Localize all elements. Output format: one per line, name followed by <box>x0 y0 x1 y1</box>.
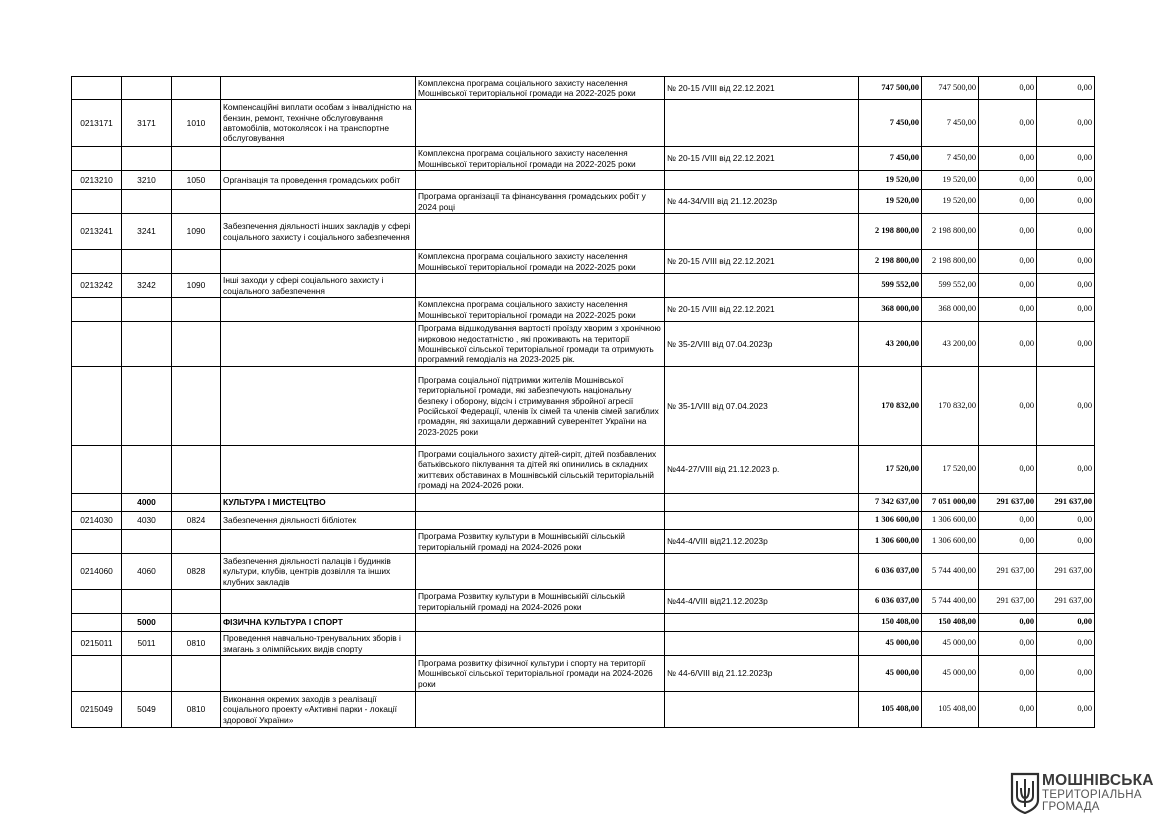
table-row <box>72 692 1095 728</box>
development-budget-cell: 291 637,00 <box>1037 554 1095 590</box>
kpkv-cell: 0213241 <box>72 214 122 250</box>
name-cell <box>221 250 416 274</box>
decision-cell: № 35-1/VIII від 07.04.2023 <box>665 367 859 446</box>
kfk-cell <box>122 530 172 554</box>
table-row <box>72 171 1095 190</box>
program-cell: Програма розвитку фізичної культури і спорту на території Мошнівської сільської територіальної громади на 2024-2026 роки <box>416 656 665 692</box>
total-cell: 368 000,00 <box>859 298 922 322</box>
kfk-cell <box>122 322 172 367</box>
kpkv-cell <box>72 656 122 692</box>
decision-cell <box>665 692 859 728</box>
special-fund-cell: 0,00 <box>979 367 1037 446</box>
total-cell: 1 306 600,00 <box>859 512 922 530</box>
total-cell: 6 036 037,00 <box>859 590 922 614</box>
program-cell: Комплексна програма соціального захисту населення Мошнівської територіальної громади на 2022-2025 роки <box>416 250 665 274</box>
general-fund-cell: 599 552,00 <box>922 274 979 298</box>
special-fund-cell: 0,00 <box>979 512 1037 530</box>
table-body <box>72 77 1095 728</box>
special-fund-cell: 291 637,00 <box>979 590 1037 614</box>
development-budget-cell: 0,00 <box>1037 692 1095 728</box>
name-cell <box>221 656 416 692</box>
name-cell: Організація та проведення громадських робіт <box>221 171 416 190</box>
table-row <box>72 147 1095 171</box>
special-fund-cell: 0,00 <box>979 214 1037 250</box>
table-row <box>72 367 1095 446</box>
table-row <box>72 190 1095 214</box>
general-fund-cell: 368 000,00 <box>922 298 979 322</box>
general-fund-cell: 17 520,00 <box>922 446 979 494</box>
special-fund-cell: 0,00 <box>979 274 1037 298</box>
development-budget-cell: 291 637,00 <box>1037 590 1095 614</box>
kfk-cell: 4060 <box>122 554 172 590</box>
kfkvk-cell <box>172 614 221 632</box>
program-cell <box>416 632 665 656</box>
special-fund-cell: 0,00 <box>979 530 1037 554</box>
development-budget-cell: 0,00 <box>1037 367 1095 446</box>
development-budget-cell: 0,00 <box>1037 100 1095 147</box>
special-fund-cell: 0,00 <box>979 322 1037 367</box>
program-cell <box>416 692 665 728</box>
logo-title: МОШНІВСЬКА <box>1042 772 1154 789</box>
name-cell <box>221 322 416 367</box>
development-budget-cell: 0,00 <box>1037 614 1095 632</box>
kpkv-cell <box>72 298 122 322</box>
kfk-cell: 3171 <box>122 100 172 147</box>
general-fund-cell: 1 306 600,00 <box>922 512 979 530</box>
table-row <box>72 298 1095 322</box>
total-cell: 7 450,00 <box>859 147 922 171</box>
general-fund-cell: 43 200,00 <box>922 322 979 367</box>
program-cell <box>416 171 665 190</box>
name-cell: ФІЗИЧНА КУЛЬТУРА І СПОРТ <box>221 614 416 632</box>
name-cell: Виконання окремих заходів з реалізації соціального проекту «Активні парки - локації здорової України» <box>221 692 416 728</box>
kfk-cell <box>122 250 172 274</box>
decision-cell: № 20-15 /VIII від 22.12.2021 <box>665 147 859 171</box>
general-fund-cell: 2 198 800,00 <box>922 214 979 250</box>
total-cell: 599 552,00 <box>859 274 922 298</box>
kfk-cell <box>122 446 172 494</box>
kfkvk-cell <box>172 494 221 512</box>
table-row <box>72 322 1095 367</box>
decision-cell: № 20-15 /VIII від 22.12.2021 <box>665 77 859 100</box>
decision-cell <box>665 554 859 590</box>
development-budget-cell: 0,00 <box>1037 530 1095 554</box>
development-budget-cell: 0,00 <box>1037 274 1095 298</box>
total-cell: 43 200,00 <box>859 322 922 367</box>
decision-cell: № 44-6/VIII від 21.12.2023р <box>665 656 859 692</box>
decision-cell <box>665 274 859 298</box>
name-cell: КУЛЬТУРА І МИСТЕЦТВО <box>221 494 416 512</box>
general-fund-cell: 747 500,00 <box>922 77 979 100</box>
program-cell <box>416 214 665 250</box>
kfkvk-cell <box>172 656 221 692</box>
general-fund-cell: 2 198 800,00 <box>922 250 979 274</box>
total-cell: 105 408,00 <box>859 692 922 728</box>
name-cell <box>221 190 416 214</box>
program-cell: Програма соціальної підтримки жителів Мошнівської територіальної громади, які забезпечують національну безпеку і оборону, відсіч і стримування збройної агресії Російської Федерації, членів їх сімей та членів сімей загиблих громадян, які захищали державний суверенітет України на 2023-2025 роки <box>416 367 665 446</box>
general-fund-cell: 7 450,00 <box>922 147 979 171</box>
program-cell: Комплексна програма соціального захисту населення Мошнівської територіальної громади на 2022-2025 роки <box>416 147 665 171</box>
total-cell: 19 520,00 <box>859 190 922 214</box>
special-fund-cell: 0,00 <box>979 77 1037 100</box>
special-fund-cell: 0,00 <box>979 100 1037 147</box>
program-cell: Програма організації та фінансування громадських робіт у 2024 році <box>416 190 665 214</box>
program-cell: Програма Розвитку культури в Мошнівськійї сільській територіальній громаді на 2024-2026 роки <box>416 590 665 614</box>
development-budget-cell: 0,00 <box>1037 171 1095 190</box>
kfkvk-cell <box>172 322 221 367</box>
kfkvk-cell: 1050 <box>172 171 221 190</box>
decision-cell: №44-4/VIII від21.12.2023р <box>665 530 859 554</box>
general-fund-cell: 1 306 600,00 <box>922 530 979 554</box>
table-row <box>72 77 1095 100</box>
kfkvk-cell <box>172 147 221 171</box>
name-cell: Проведення навчально-тренувальних зборів і змагань з олімпійських видів спорту <box>221 632 416 656</box>
development-budget-cell: 0,00 <box>1037 656 1095 692</box>
special-fund-cell: 0,00 <box>979 692 1037 728</box>
kpkv-cell: 0213210 <box>72 171 122 190</box>
decision-cell: № 35-2/VIII від 07.04.2023р <box>665 322 859 367</box>
total-cell: 6 036 037,00 <box>859 554 922 590</box>
name-cell <box>221 298 416 322</box>
kpkv-cell <box>72 322 122 367</box>
total-cell: 1 306 600,00 <box>859 530 922 554</box>
kfk-cell <box>122 367 172 446</box>
total-cell: 2 198 800,00 <box>859 214 922 250</box>
name-cell <box>221 77 416 100</box>
kpkv-cell <box>72 250 122 274</box>
general-fund-cell: 19 520,00 <box>922 171 979 190</box>
table-row <box>72 656 1095 692</box>
kfk-cell <box>122 147 172 171</box>
kpkv-cell: 0213171 <box>72 100 122 147</box>
special-fund-cell: 291 637,00 <box>979 554 1037 590</box>
general-fund-cell: 5 744 400,00 <box>922 554 979 590</box>
total-cell: 45 000,00 <box>859 656 922 692</box>
decision-cell <box>665 614 859 632</box>
program-cell <box>416 512 665 530</box>
kfkvk-cell <box>172 530 221 554</box>
special-fund-cell: 0,00 <box>979 656 1037 692</box>
kfk-cell <box>122 77 172 100</box>
kfkvk-cell: 1010 <box>172 100 221 147</box>
total-cell: 747 500,00 <box>859 77 922 100</box>
special-fund-cell: 0,00 <box>979 614 1037 632</box>
special-fund-cell: 0,00 <box>979 147 1037 171</box>
decision-cell <box>665 171 859 190</box>
kfkvk-cell <box>172 250 221 274</box>
special-fund-cell: 0,00 <box>979 190 1037 214</box>
kpkv-cell <box>72 494 122 512</box>
logo-subtitle-1: ТЕРИТОРІАЛЬНА <box>1042 789 1142 801</box>
kpkv-cell <box>72 530 122 554</box>
kfkvk-cell: 0810 <box>172 632 221 656</box>
general-fund-cell: 45 000,00 <box>922 656 979 692</box>
decision-cell: №44-27/VIII від 21.12.2023 р. <box>665 446 859 494</box>
program-cell: Програма відшкодування вартості проїзду хворим з хронічною нирковою недостатністю , які проживають на території Мошнівської сільської територіальної громади та отримують програмний гемодіаліз на 2023-2025 рік. <box>416 322 665 367</box>
decision-cell: № 44-34/VIII від 21.12.2023р <box>665 190 859 214</box>
table-row <box>72 446 1095 494</box>
kfk-cell: 4030 <box>122 512 172 530</box>
kfkvk-cell <box>172 298 221 322</box>
general-fund-cell: 5 744 400,00 <box>922 590 979 614</box>
kpkv-cell: 0214060 <box>72 554 122 590</box>
name-cell <box>221 367 416 446</box>
kfkvk-cell: 0810 <box>172 692 221 728</box>
name-cell <box>221 590 416 614</box>
program-cell <box>416 274 665 298</box>
development-budget-cell: 0,00 <box>1037 214 1095 250</box>
kfkvk-cell: 1090 <box>172 214 221 250</box>
general-fund-cell: 7 450,00 <box>922 100 979 147</box>
total-cell: 7 342 637,00 <box>859 494 922 512</box>
total-cell: 17 520,00 <box>859 446 922 494</box>
decision-cell: № 20-15 /VIII від 22.12.2021 <box>665 298 859 322</box>
table-row <box>72 590 1095 614</box>
total-cell: 19 520,00 <box>859 171 922 190</box>
kfk-cell <box>122 590 172 614</box>
kfk-cell <box>122 190 172 214</box>
kpkv-cell <box>72 367 122 446</box>
decision-cell <box>665 100 859 147</box>
development-budget-cell: 0,00 <box>1037 77 1095 100</box>
kfk-cell <box>122 298 172 322</box>
development-budget-cell: 0,00 <box>1037 512 1095 530</box>
development-budget-cell: 291 637,00 <box>1037 494 1095 512</box>
general-fund-cell: 45 000,00 <box>922 632 979 656</box>
special-fund-cell: 0,00 <box>979 446 1037 494</box>
program-cell <box>416 100 665 147</box>
general-fund-cell: 170 832,00 <box>922 367 979 446</box>
decision-cell <box>665 214 859 250</box>
total-cell: 2 198 800,00 <box>859 250 922 274</box>
kfkvk-cell: 0828 <box>172 554 221 590</box>
name-cell: Забезпечення діяльності інших закладів у сфері соціального захисту і соціального забезпечення <box>221 214 416 250</box>
kpkv-cell: 0215049 <box>72 692 122 728</box>
kfk-cell: 4000 <box>122 494 172 512</box>
decision-cell: № 20-15 /VIII від 22.12.2021 <box>665 250 859 274</box>
name-cell: Компенсаційні виплати особам з інвалідністю на бензин, ремонт, технічне обслуговування автомобілів, мотоколясок і на транспортне обслуговування <box>221 100 416 147</box>
name-cell: Забезпечення діяльності бібліотек <box>221 512 416 530</box>
kfk-cell: 5011 <box>122 632 172 656</box>
decision-cell: №44-4/VIII від21.12.2023р <box>665 590 859 614</box>
kpkv-cell <box>72 147 122 171</box>
table-row <box>72 554 1095 590</box>
table-row <box>72 512 1095 530</box>
decision-cell <box>665 632 859 656</box>
kpkv-cell <box>72 614 122 632</box>
name-cell <box>221 446 416 494</box>
table-row <box>72 100 1095 147</box>
trident-emblem-icon <box>1010 772 1040 814</box>
name-cell: Інші заходи у сфері соціального захисту і соціального забезпечення <box>221 274 416 298</box>
special-fund-cell: 0,00 <box>979 171 1037 190</box>
kfkvk-cell: 0824 <box>172 512 221 530</box>
logo-subtitle-2: ГРОМАДА <box>1042 801 1100 813</box>
kpkv-cell: 0214030 <box>72 512 122 530</box>
total-cell: 7 450,00 <box>859 100 922 147</box>
development-budget-cell: 0,00 <box>1037 250 1095 274</box>
kfk-cell: 3241 <box>122 214 172 250</box>
special-fund-cell: 0,00 <box>979 632 1037 656</box>
kfk-cell: 5049 <box>122 692 172 728</box>
development-budget-cell: 0,00 <box>1037 298 1095 322</box>
special-fund-cell: 0,00 <box>979 298 1037 322</box>
kpkv-cell <box>72 590 122 614</box>
program-cell: Комплексна програма соціального захисту населення Мошнівської територіальної громади на 2022-2025 роки <box>416 77 665 100</box>
general-fund-cell: 150 408,00 <box>922 614 979 632</box>
program-cell <box>416 494 665 512</box>
development-budget-cell: 0,00 <box>1037 632 1095 656</box>
table-row <box>72 614 1095 632</box>
budget-programs-table <box>71 76 1095 728</box>
kpkv-cell <box>72 446 122 494</box>
total-cell: 45 000,00 <box>859 632 922 656</box>
kfk-cell: 3210 <box>122 171 172 190</box>
program-cell <box>416 614 665 632</box>
total-cell: 150 408,00 <box>859 614 922 632</box>
development-budget-cell: 0,00 <box>1037 190 1095 214</box>
development-budget-cell: 0,00 <box>1037 147 1095 171</box>
program-cell <box>416 554 665 590</box>
table-row <box>72 530 1095 554</box>
kfk-cell <box>122 656 172 692</box>
table-row <box>72 494 1095 512</box>
table-row <box>72 214 1095 250</box>
kpkv-cell: 0215011 <box>72 632 122 656</box>
table-row <box>72 250 1095 274</box>
special-fund-cell: 0,00 <box>979 250 1037 274</box>
kpkv-cell: 0213242 <box>72 274 122 298</box>
kfkvk-cell <box>172 590 221 614</box>
kpkv-cell <box>72 77 122 100</box>
program-cell: Програма Розвитку культури в Мошнівськійї сільській територіальній громаді на 2024-2026 роки <box>416 530 665 554</box>
name-cell <box>221 147 416 171</box>
kfkvk-cell <box>172 446 221 494</box>
general-fund-cell: 7 051 000,00 <box>922 494 979 512</box>
total-cell: 170 832,00 <box>859 367 922 446</box>
program-cell: Програми соціального захисту дітей-сиріт, дітей позбавлених батьківського піклування та дітей які опинились в складних життєвих обставинах в Мошнівській сільській територіальній громаді на 2024-2026 роки. <box>416 446 665 494</box>
kfk-cell: 3242 <box>122 274 172 298</box>
development-budget-cell: 0,00 <box>1037 446 1095 494</box>
kfkvk-cell <box>172 190 221 214</box>
name-cell <box>221 530 416 554</box>
special-fund-cell: 291 637,00 <box>979 494 1037 512</box>
kpkv-cell <box>72 190 122 214</box>
kfkvk-cell <box>172 367 221 446</box>
community-logo <box>1010 770 1154 816</box>
general-fund-cell: 105 408,00 <box>922 692 979 728</box>
table-row <box>72 274 1095 298</box>
kfkvk-cell <box>172 77 221 100</box>
development-budget-cell: 0,00 <box>1037 322 1095 367</box>
general-fund-cell: 19 520,00 <box>922 190 979 214</box>
program-cell: Комплексна програма соціального захисту населення Мошнівської територіальної громади на 2022-2025 роки <box>416 298 665 322</box>
decision-cell <box>665 512 859 530</box>
kfkvk-cell: 1090 <box>172 274 221 298</box>
decision-cell <box>665 494 859 512</box>
kfk-cell: 5000 <box>122 614 172 632</box>
name-cell: Забезпечення діяльності палаців і будинків культури, клубів, центрів дозвілля та інших клубних закладів <box>221 554 416 590</box>
table-row <box>72 632 1095 656</box>
